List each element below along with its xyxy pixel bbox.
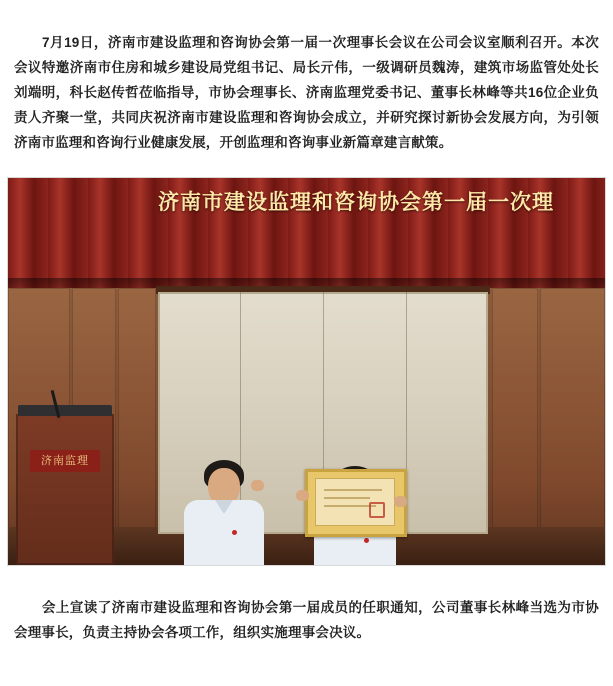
speaking-podium — [16, 414, 114, 565]
banner-text: 济南市建设监理和咨询协会第一届一次理 — [158, 190, 554, 214]
hand-right-holding-certificate — [394, 496, 407, 507]
article-paragraph-top: 7月19日，济南市建设监理和咨询协会第一届一次理事长会议在公司会议室顺利召开。本次会议特邀济南市住房和城乡建设局党组书记、局长亓伟，一级调研员魏涛，建筑市场监管处处长刘端明，科长赵传哲莅临指导，市协会理事长、济南监理党委书记、董事长林峰等共16位企业负责人齐聚一堂，共同庆祝济南市建设监理和咨询协会成立，并研究探讨新协会发展方向，为引领济南市监理和咨询行业健康发展，开创监理和咨询事业新篇章建言献策。 — [14, 34, 599, 150]
article-page — [0, 14, 613, 686]
podium-label: 济南监理 — [30, 450, 100, 472]
event-photo — [8, 178, 605, 565]
article-paragraph-bottom: 会上宣读了济南市建设监理和咨询协会第一届成员的任职通知，公司董事长林峰当选为市协会理事长，负责主持协会各项工作，组织实施理事会决议。 — [14, 599, 599, 640]
hand-left-holding-certificate — [296, 490, 309, 501]
award-certificate — [305, 469, 407, 537]
